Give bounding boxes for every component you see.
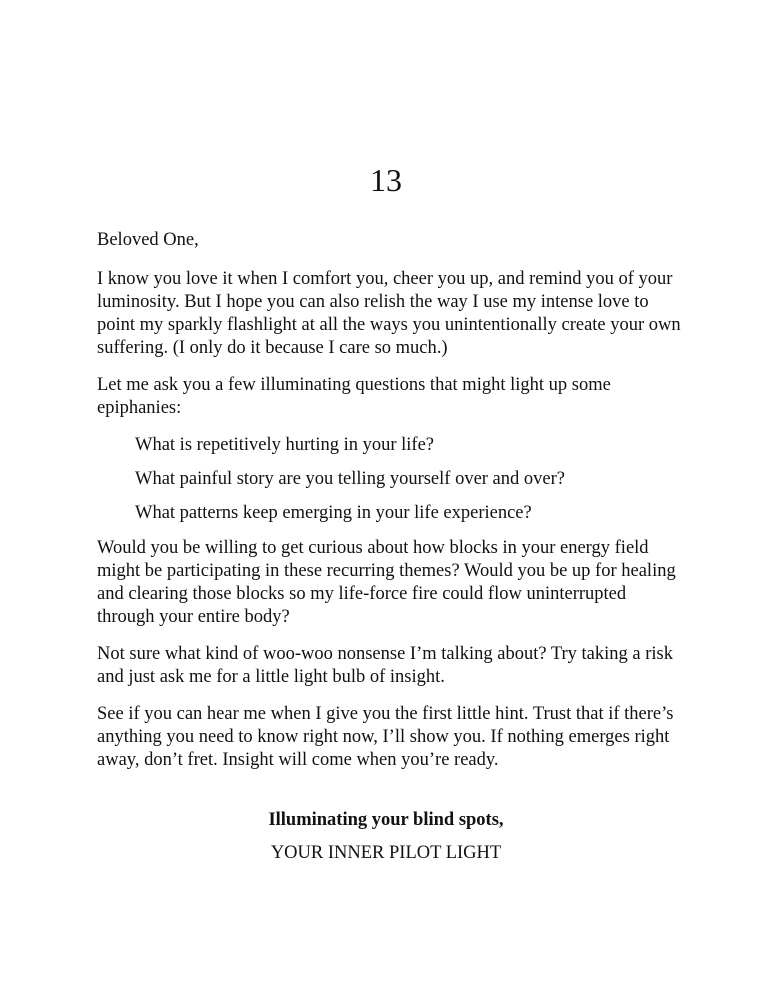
question-item: What painful story are you telling yourself over and over? <box>135 469 565 489</box>
paragraph-4: Not sure what kind of woo-woo nonsense I’m talking about? Try taking a risk and just ask me for a little light bulb of insight. <box>97 644 673 687</box>
question-item: What is repetitively hurting in your life? <box>135 435 434 455</box>
salutation: Beloved One, <box>97 230 199 250</box>
chapter-number: 13 <box>370 162 402 198</box>
question-item: What patterns keep emerging in your life experience? <box>135 503 532 523</box>
paragraph-5: See if you can hear me when I give you the first little hint. Trust that if there’s anything you need to know right now, I’ll show you. If nothing emerges right away, don’t fret. Insight will come when you’re ready. <box>97 704 674 770</box>
closing-line: Illuminating your blind spots, <box>268 810 504 830</box>
paragraph-2: Let me ask you a few illuminating questions that might light up some epiphanies: <box>97 375 611 418</box>
paragraph-3: Would you be willing to get curious about how blocks in your energy field might be participating in these recurring themes? Would you be up for healing and clearing those blocks so my life-force fire could flow uninterrupted through your entire body? <box>97 538 676 627</box>
letter-body <box>97 229 687 786</box>
question-list <box>97 434 687 525</box>
paragraph-1: I know you love it when I comfort you, cheer you up, and remind you of your luminosity. But I hope you can also relish the way I use my intense love to point my sparkly flashlight at all the ways you unintentionally create your own suffering. (I only do it because I care so much.) <box>97 269 681 358</box>
signature: YOUR INNER PILOT LIGHT <box>270 843 502 863</box>
